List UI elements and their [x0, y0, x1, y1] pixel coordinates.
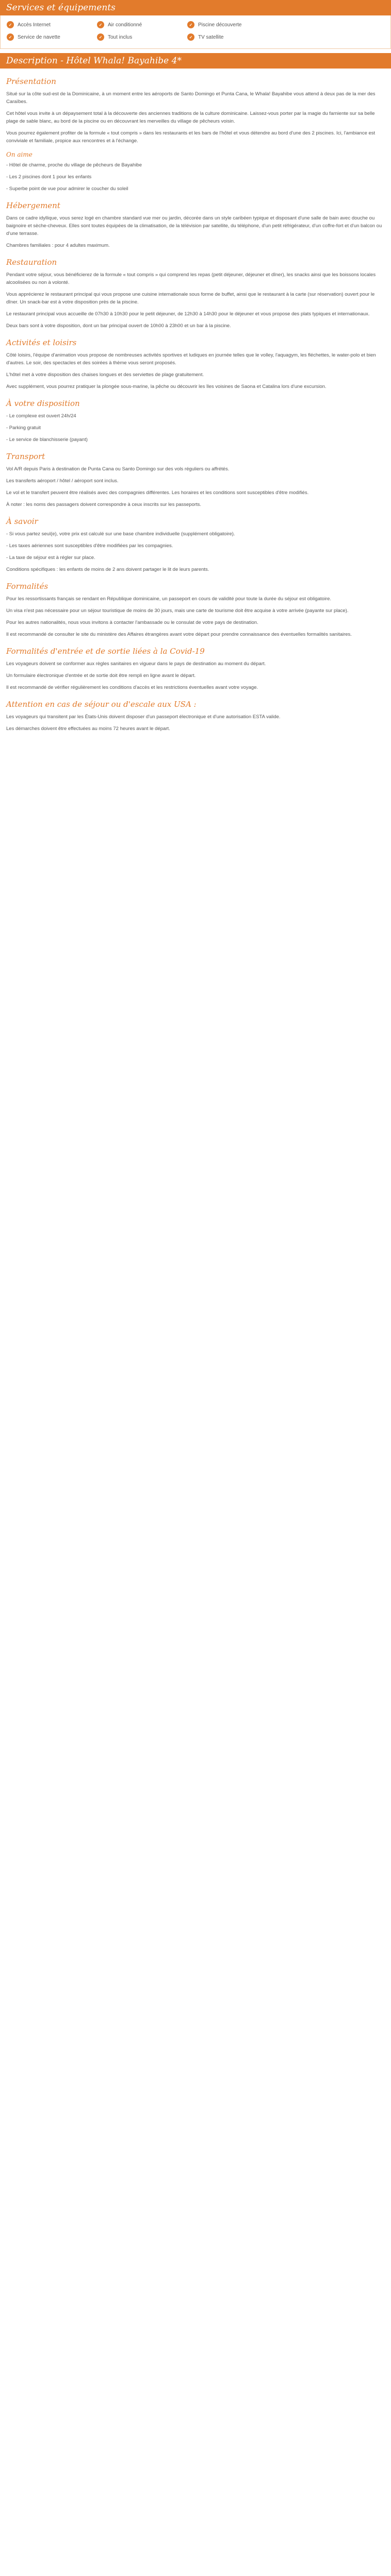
atout-item: - Superbe point de vue pour admirer le coucher du soleil [6, 186, 128, 192]
hebergement-paragraph: Dans ce cadre idyllique, vous serez logé en chambre standard vue mer ou jardin, décorée dans un style caribéen typique et disposant d'une salle de bain avec douche ou baignoire et sèche-cheveux. Elles sont toutes équipées de la climatisation, de la télévision par satellite, du téléphone, d'un petit réfrigérateur, d'un coffre-fort et d'un balcon ou d'une terrasse. [6, 215, 382, 236]
transport-paragraph: Vol A/R depuis Paris à destination de Punta Cana ou Santo Domingo sur des vols réguliers ou affrétés. [6, 466, 230, 472]
activites-heading: Activités et loisirs [6, 338, 77, 347]
transport-heading: Transport [6, 452, 45, 461]
restauration-heading: Restauration [6, 258, 57, 267]
disposition-heading: À votre disposition [6, 399, 80, 408]
a-savoir-paragraph: - La taxe de séjour est à régler sur place. [6, 555, 95, 561]
services-list [0, 15, 391, 49]
usa-heading: Attention en cas de séjour ou d'escale aux USA : [6, 700, 197, 709]
shuttle-icon: ✓ [7, 33, 14, 41]
formalites-paragraph: Il est recommandé de consulter le site du ministère des Affaires étrangères avant votre départ pour prendre connaissance des éventuelles formalités sanitaires. [6, 632, 352, 637]
disposition-item: - Parking gratuit [6, 425, 41, 431]
services-title: Services et équipements [0, 0, 391, 15]
a-savoir-paragraph: - Les taxes aériennes sont susceptibles d'être modifiées par les compagnies. [6, 543, 173, 549]
usa-paragraph: Les voyageurs qui transitent par les États-Unis doivent disposer d'un passeport électronique et d'une autorisation ESTA valide. [6, 714, 281, 720]
service-label: TV satellite [198, 34, 224, 40]
service-air-conditioning [97, 20, 187, 30]
description-content [0, 77, 391, 747]
a-savoir-paragraph: Conditions spécifiques : les enfants de moins de 2 ans doivent partager le lit de leurs parents. [6, 567, 209, 572]
service-shuttle [7, 32, 97, 42]
presentation-paragraph: Situé sur la côte sud-est de la Dominicaine, à un moment entre les aéroports de Santo Domingo et Punta Cana, le Whala! Bayahibe vous attend à deux pas de la mer des Caraïbes. [6, 91, 376, 105]
formalites-heading: Formalités [6, 582, 48, 591]
covid-paragraph: Il est recommandé de vérifier régulièrement les conditions d'accès et les restrictions éventuelles avant votre voyage. [6, 685, 258, 690]
service-all-inclusive [97, 32, 187, 42]
service-label: Service de navette [18, 34, 60, 40]
atout-item: - Hôtel de charme, proche du village de pêcheurs de Bayahibe [6, 162, 142, 168]
activites-paragraph: L'hôtel met à votre disposition des chaises longues et des serviettes de plage gratuitement. [6, 372, 204, 378]
usa-paragraph: Les démarches doivent être effectuées au moins 72 heures avant le départ. [6, 726, 170, 732]
hebergement-paragraph: Chambres familiales : pour 4 adultes maximum. [6, 243, 110, 248]
transport-paragraph: À noter : les noms des passagers doivent correspondre à ceux inscrits sur les passeports. [6, 502, 202, 507]
hotel-page [0, 0, 391, 747]
covid-paragraph: Un formulaire électronique d'entrée et de sortie doit être rempli en ligne avant le départ. [6, 673, 196, 679]
restauration-paragraph: Vous apprécierez le restaurant principal qui vous propose une cuisine internationale sous forme de buffet, ainsi que le restaurant à la carte (sur réservation) ouvert pour le dîner. Un snack-bar est à votre disposition près de la piscine. [6, 292, 375, 305]
presentation-paragraph: Cet hôtel vous invite à un dépaysement total à la découverte des anciennes traditions de la culture dominicaine. Laissez-vous porter par la magie du farniente sur sa belle plage de sable blanc, au bord de la piscine ou en découvrant les merveilles du village de pêcheurs voisin. [6, 111, 375, 124]
activites-paragraph: Côté loisirs, l'équipe d'animation vous propose de nombreuses activités sportives et ludiques en journée telles que le volley, l'aquagym, les fléchettes, le water-polo et bien d'autres. Le soir, des spectacles et des soirées à thème vous seront proposés. [6, 352, 376, 366]
service-label: Accès Internet [18, 22, 51, 28]
hebergement-heading: Hébergement [6, 201, 60, 210]
transport-paragraph: Le vol et le transfert peuvent être réalisés avec des compagnies différentes. Les horaires et les conditions sont susceptibles d'être modifiés. [6, 490, 309, 496]
service-internet [7, 20, 97, 30]
disposition-item: - Le service de blanchisserie (payant) [6, 437, 88, 443]
snowflake-icon: ✓ [97, 21, 104, 28]
service-label: Air conditionné [108, 22, 142, 28]
service-label: Piscine découverte [198, 22, 242, 28]
tv-icon: ✓ [187, 33, 194, 41]
presentation-paragraph: Vous pourrez également profiter de la formule « tout compris » dans les restaurants et les bars de l'hôtel et vous détendre au bord d'une des 2 piscines. Ici, l'ambiance est conviviale et familiale, propice aux rencontres et à l'échange. [6, 130, 376, 144]
transport-paragraph: Les transferts aéroport / hôtel / aéroport sont inclus. [6, 478, 119, 484]
activites-paragraph: Avec supplément, vous pourrez pratiquer la plongée sous-marine, la pêche ou découvrir les îles voisines de Saona et Catalina lors d'une excursion. [6, 384, 327, 389]
covid-paragraph: Les voyageurs doivent se conformer aux règles sanitaires en vigueur dans le pays de destination au moment du départ. [6, 661, 266, 667]
restauration-paragraph: Le restaurant principal vous accueille de 07h30 à 10h30 pour le petit déjeuner, de 12h30 à 14h30 pour le déjeuner et vous propose des plats typiques et internationaux. [6, 311, 370, 317]
a-savoir-paragraph: - Si vous partez seul(e), votre prix est calculé sur une base chambre individuelle (supplément obligatoire). [6, 531, 235, 537]
disposition-item: - Le complexe est ouvert 24h/24 [6, 413, 76, 419]
covid-heading: Formalités d'entrée et de sortie liées à la Covid-19 [6, 647, 205, 656]
service-label: Tout inclus [108, 34, 133, 40]
service-tv [187, 32, 278, 42]
atout-item: - Les 2 piscines dont 1 pour les enfants [6, 174, 92, 180]
all-inclusive-icon: ✓ [97, 33, 104, 41]
formalites-paragraph: Un visa n'est pas nécessaire pour un séjour touristique de moins de 30 jours, mais une carte de tourisme doit être acquise à votre arrivée (payante sur place). [6, 608, 349, 614]
restauration-paragraph: Pendant votre séjour, vous bénéficierez de la formule « tout compris » qui comprend les repas (petit déjeuner, déjeuner et dîner), les snacks ainsi que les boissons locales alcoolisées ou non à volonté. [6, 272, 376, 285]
formalites-paragraph: Pour les autres nationalités, nous vous invitons à contacter l'ambassade ou le consulat de votre pays de destination. [6, 620, 258, 625]
presentation-heading: Présentation [6, 77, 56, 86]
restauration-paragraph: Deux bars sont à votre disposition, dont un bar principal ouvert de 10h00 à 23h00 et un bar à la piscine. [6, 323, 231, 329]
formalites-paragraph: Pour les ressortissants français se rendant en République dominicaine, un passeport en cours de validité pour toute la durée du séjour est obligatoire. [6, 596, 332, 602]
wifi-icon: ✓ [7, 21, 14, 28]
service-pool [187, 20, 278, 30]
atouts-heading: On aime [6, 151, 32, 158]
services-panel [0, 0, 391, 49]
a-savoir-heading: À savoir [6, 517, 38, 526]
description-title: Description - Hôtel Whala! Bayahibe 4* [0, 53, 391, 69]
pool-icon: ✓ [187, 21, 194, 28]
